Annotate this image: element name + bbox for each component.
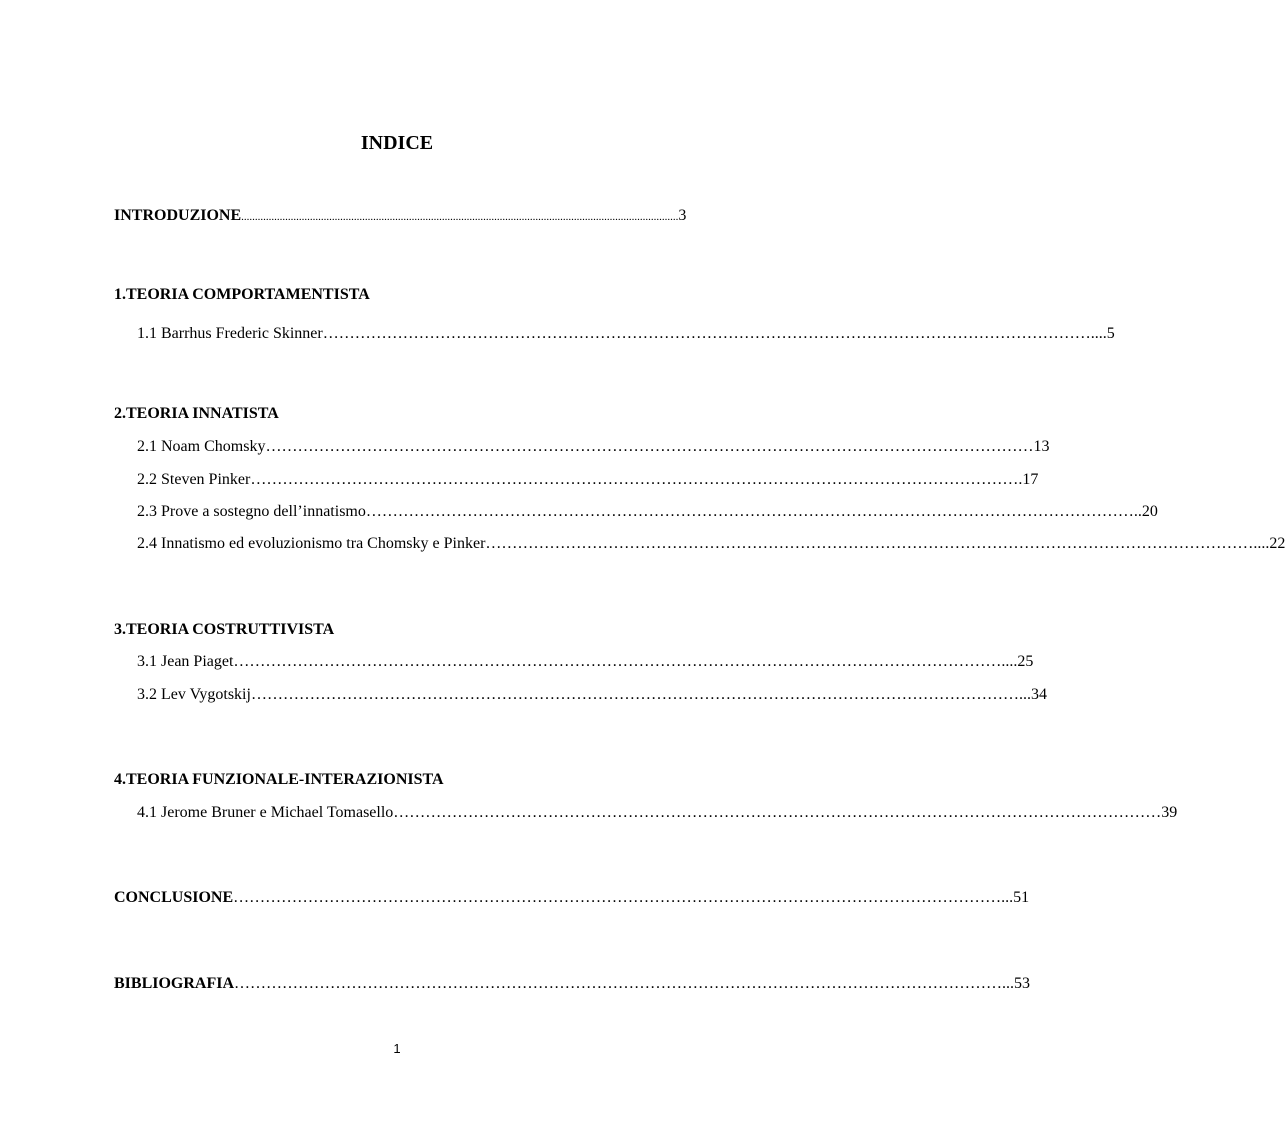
toc-entry[interactable] — [137, 803, 1178, 823]
toc-label: 2.2 Steven Pinker — [137, 471, 251, 488]
toc-entry[interactable] — [137, 470, 1039, 490]
toc-entry[interactable] — [137, 652, 1034, 672]
chapter-heading[interactable]: 4.TEORIA FUNZIONALE-INTERAZIONISTA — [114, 771, 444, 788]
toc-page: ....5 — [1090, 325, 1115, 342]
toc-leader: ……………………………………………………………………………………………………………………………… — [393, 804, 1162, 821]
toc-label: 2.3 Prove a sostegno dell’innatismo — [137, 503, 366, 520]
toc-label: 4.1 Jerome Bruner e Michael Tomasello — [137, 804, 394, 821]
toc-leader: ……………………………………………………………………………………………………………………………… — [485, 535, 1254, 552]
page-title: INDICE — [360, 132, 434, 154]
toc-page: .17 — [1018, 471, 1039, 488]
toc-entry[interactable] — [137, 685, 1047, 705]
toc-entry-conclusione[interactable] — [114, 888, 1030, 908]
chapter-heading[interactable]: 1.TEORIA COMPORTAMENTISTA — [114, 286, 370, 303]
toc-leader: ……………………………………………………………………………………………………………………………… — [250, 471, 1019, 488]
toc-page: ...34 — [1018, 686, 1047, 703]
toc-page: 13 — [1033, 438, 1050, 455]
toc-page: ...51 — [1001, 889, 1030, 906]
toc-label: 2.1 Noam Chomsky — [137, 438, 266, 455]
chapter-heading[interactable]: 3.TEORIA COSTRUTTIVISTA — [114, 621, 335, 638]
toc-label: CONCLUSIONE — [114, 889, 234, 906]
toc-leader: ……………………………………………………………………………………………………………………………… — [250, 686, 1019, 703]
toc-leader: ……………………………………………………………………………………………………………………………… — [233, 889, 1002, 906]
toc-entry[interactable] — [137, 534, 1285, 554]
toc-leader: ……………………………………………………………………………………………………………………………… — [265, 438, 1034, 455]
toc-label: INTRODUZIONE — [114, 207, 242, 224]
toc-label: 2.4 Innatismo ed evoluzionismo tra Chomsky e Pinker — [137, 535, 486, 552]
toc-label: 3.2 Lev Vygotskij — [137, 686, 251, 703]
toc-entry-bibliografia[interactable] — [114, 974, 1031, 994]
toc-leader: ……………………………………………………………………………………………………………………………… — [322, 325, 1091, 342]
toc-label: BIBLIOGRAFIA — [114, 975, 235, 992]
toc-leader: ……………………………………………………………………………………………………………………………… — [365, 503, 1134, 520]
toc-label: 3.1 Jean Piaget — [137, 653, 234, 670]
toc-entry[interactable] — [137, 437, 1050, 457]
toc-entry[interactable] — [137, 324, 1115, 344]
toc-page: ...53 — [1002, 975, 1031, 992]
toc-leader: ……………………………………………………………………………………………………………………………… — [234, 975, 1003, 992]
chapter-heading[interactable]: 2.TEORIA INNATISTA — [114, 405, 279, 422]
toc-page: ....22 — [1253, 535, 1285, 552]
toc-leader: ……………………………………………………………………………………………………………………………… — [233, 653, 1002, 670]
toc-entry-introduzione[interactable] — [114, 206, 687, 227]
toc-leader: ............................................................................................................................................................... — [241, 211, 679, 223]
toc-page: 3 — [678, 207, 687, 224]
toc-label: 1.1 Barrhus Frederic Skinner — [137, 325, 323, 342]
toc-page: ....25 — [1001, 653, 1034, 670]
toc-page: 39 — [1161, 804, 1178, 821]
page-number: 1 — [393, 1041, 401, 1056]
toc-entry[interactable] — [137, 502, 1158, 522]
toc-page: ..20 — [1133, 503, 1158, 520]
